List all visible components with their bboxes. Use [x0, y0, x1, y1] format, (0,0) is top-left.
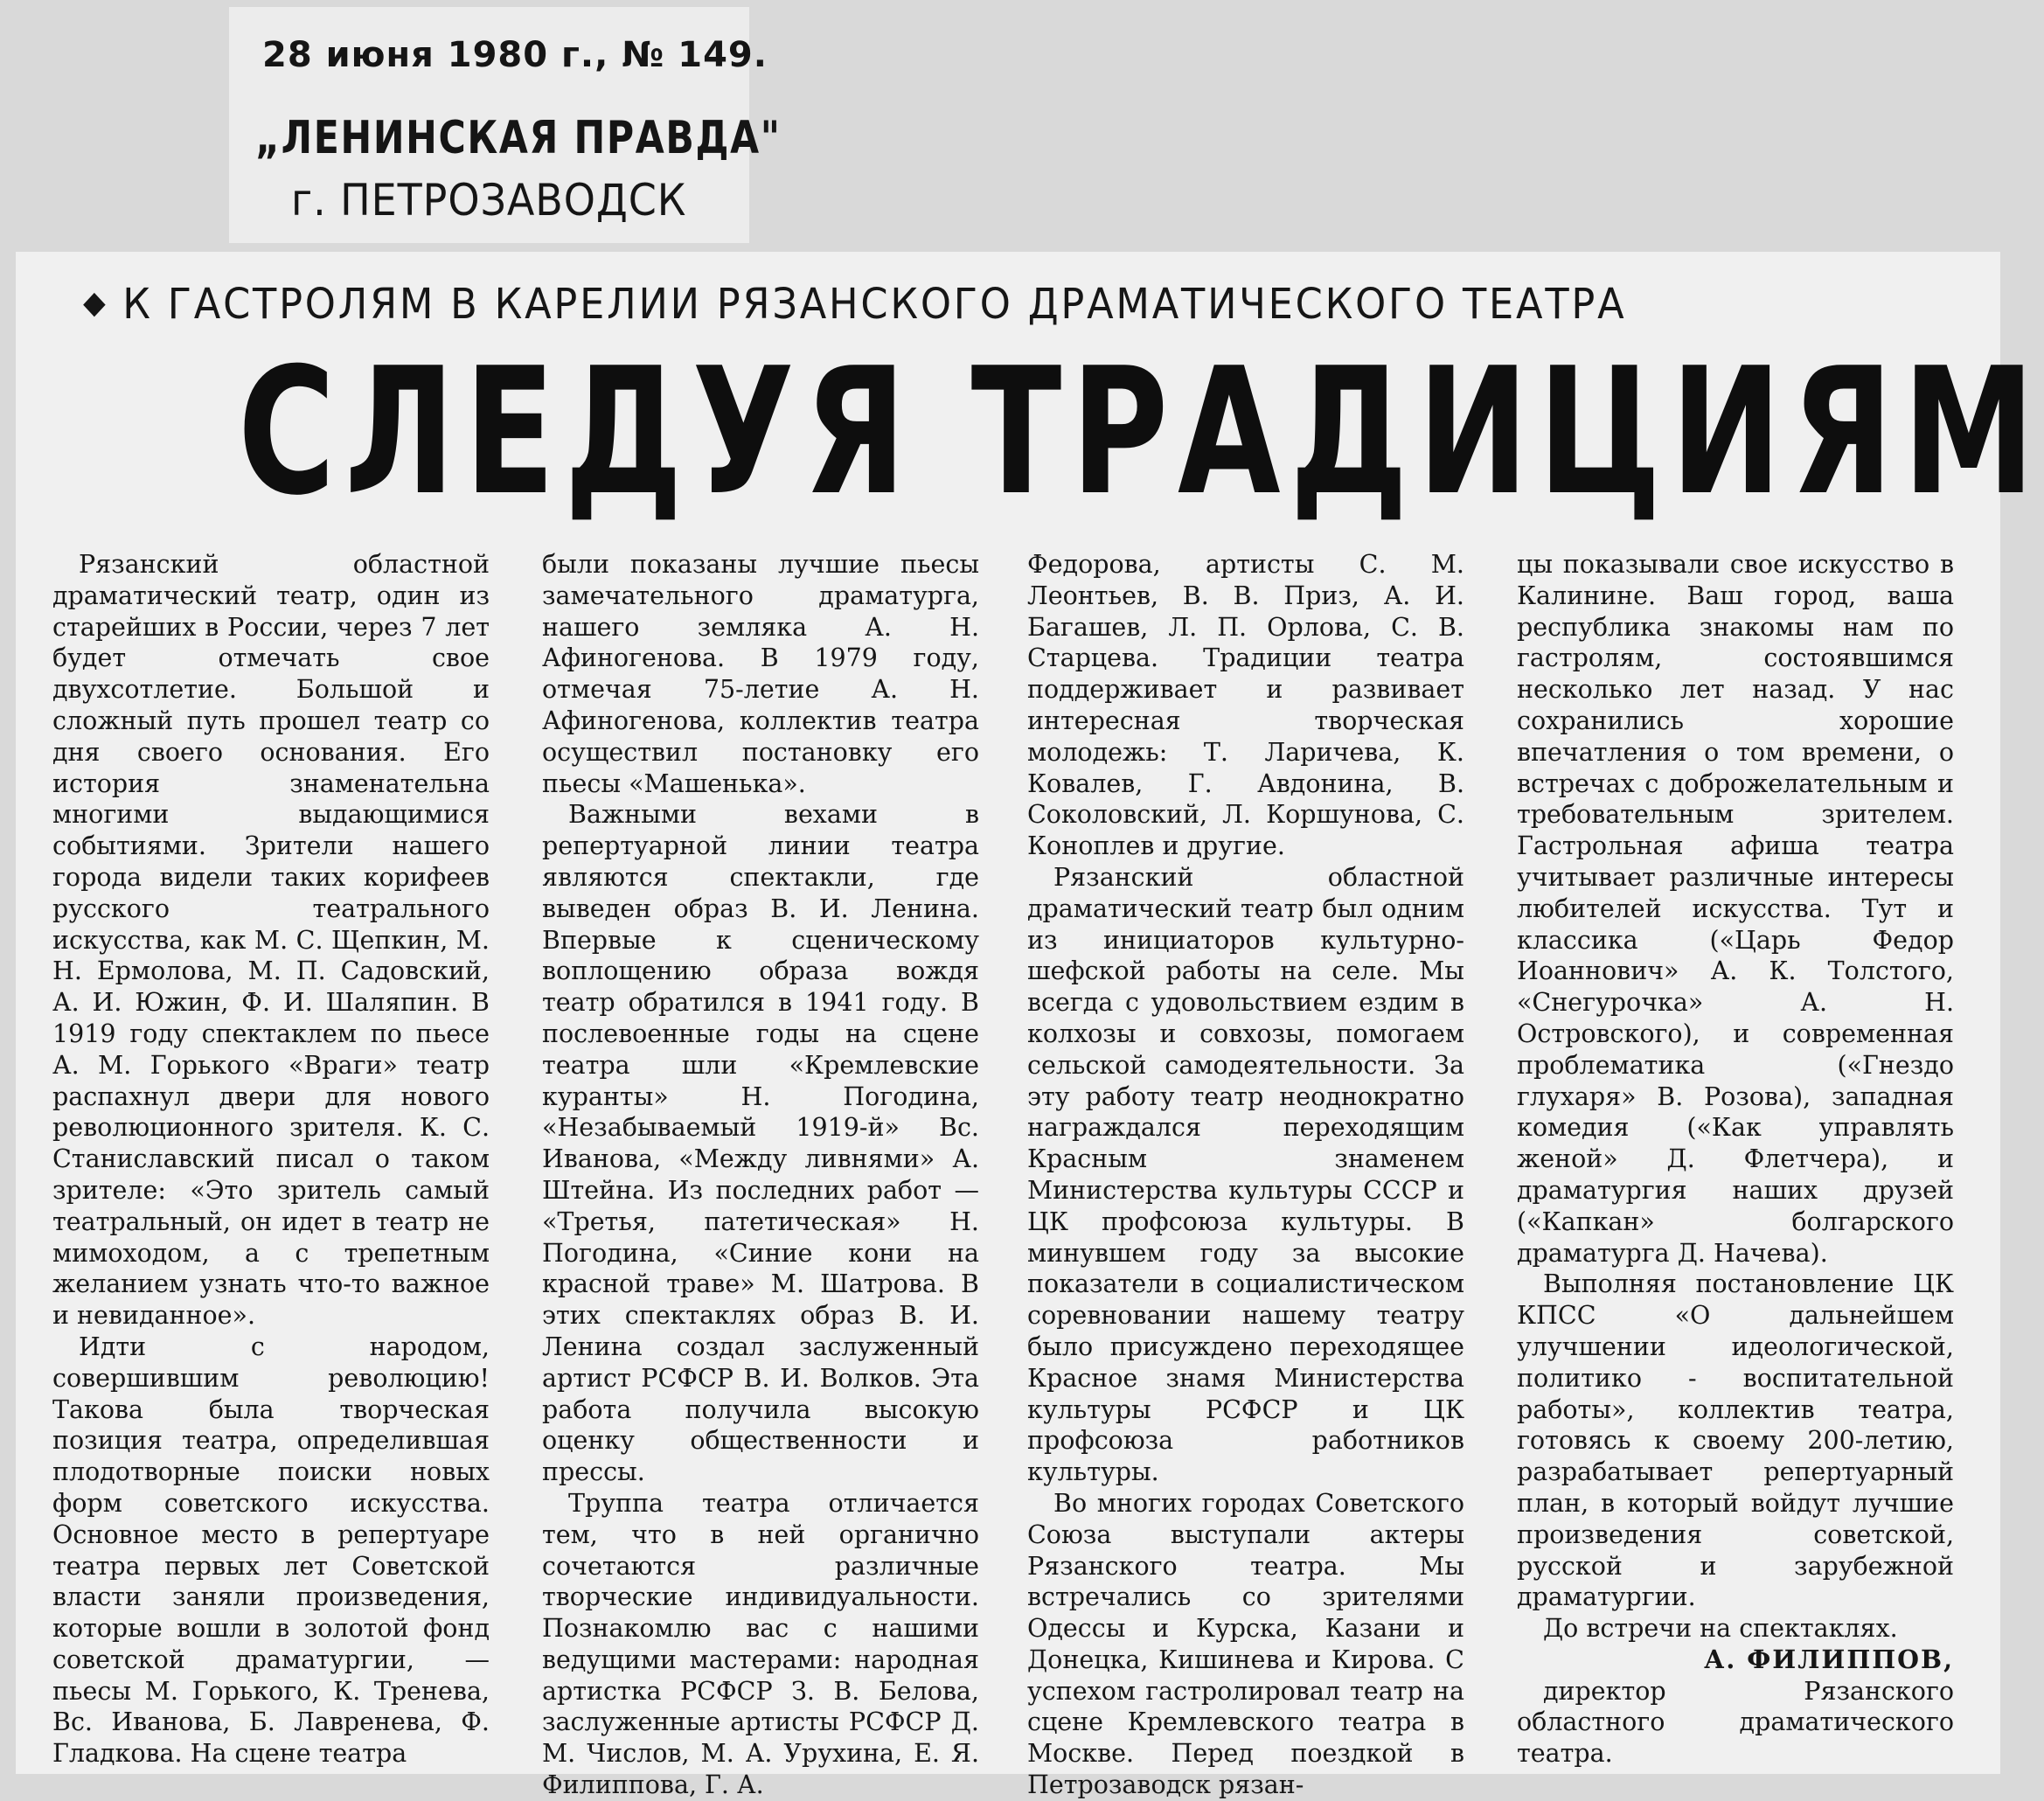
text-column-3	[1027, 549, 1464, 1800]
paragraph-3: Важными вехами в репертуарной линии театра являются спектакли, где выведен образ В. И. Ленина. Впервые к сценическому воплощению образа вождя театр обратился в 1941 году. В послевоенные годы на сцене театра шли «Кремлевские куранты» Н. Погодина, «Незабываемый 1919-й» Вс. Иванова, «Между ливнями» А. Штейна. Из последних работ — «Третья, патетическая» Н. Погодина, «Синие кони на красной траве» М. Шатрова. В этих спектаклях образ В. И. Ленина создал заслуженный артист РСФСР В. И. Волков. Эта работа получила высокую оценку общественности и прессы.	[542, 800, 979, 1487]
article-headline: СЛЕДУЯ ТРАДИЦИЯМ	[238, 330, 2044, 534]
paragraph-7: Выполняя постановление ЦК КПСС «О дальнейшем улучшении идеологической, политико - воспитательной работы», коллектив театра, готовясь к своему 200-летию, разрабатывает репертуарный план, в который войдут лучшие произведения советской, русской и зарубежной драматургии.	[1517, 1269, 1954, 1612]
paragraph-2-part-2: были показаны лучшие пьесы замечательного драматурга, нашего земляка А. Н. Афиногенова. В 1979 году, отмечая 75-летие А. Н. Афиногенова, коллектив театра осуществил постановку его пьесы «Машенька».	[542, 550, 979, 798]
city-stamp: г. ПЕТРОЗАВОДСК	[291, 175, 687, 226]
paragraph-2-part-1: Идти с народом, совершившим революцию! Такова была творческая позиция театра, определившая плодотворные поиски новых форм советского искусства. Основное место в репертуаре театра первых лет Советской власти заняли произведения, которые вошли в золотой фонд советской драматургии, — пьесы М. Горького, К. Тренева, Вс. Иванова, Б. Лавренева, Ф. Гладкова. На сцене театра	[52, 1332, 490, 1769]
paragraph-8: До встречи на спектаклях.	[1543, 1614, 1898, 1644]
diamond-bullet-icon: ◆	[83, 285, 108, 321]
paragraph-5: Рязанский областной драматический театр был одним из инициаторов культурно-шефской работы на селе. Мы всегда с удовольствием ездим в колхозы и совхозы, помогаем сельской самодеятельности. За эту работу театр неоднократно награждался переходящим Красным знаменем Министерства культуры СССР и ЦК профсоюза культуры. В минувшем году за высокие показатели в социалистическом соревновании нашему театру было присуждено переходящее Красное знамя Министерства культуры РСФСР и ЦК профсоюза работников культуры.	[1027, 862, 1464, 1487]
publication-date: 28 июня 1980 г., № 149.	[262, 35, 768, 75]
author-signature: А. ФИЛИППОВ,	[1704, 1644, 1954, 1674]
rubric-line	[83, 280, 1626, 329]
paragraph-6-part-1: Во многих городах Советского Союза выступали актеры Рязанского театра. Мы встречались со зрителями Одессы и Курска, Казани и Донецка, Кишинева и Кирова. С успехом гастролировал театр на сцене Кремлевского театра в Москве. Перед поездкой в Петрозаводск рязан-	[1027, 1488, 1464, 1800]
text-column-4	[1517, 549, 1954, 1769]
author-position: директор Рязанского областного драматического театра.	[1517, 1676, 1954, 1769]
paragraph-4-part-2: Федорова, артисты С. М. Леонтьев, В. В. Приз, А. И. Багашев, Л. П. Орлова, С. В. Старцева. Традиции театра поддерживает и развивает интересная творческая молодежь: Т. Ларичева, К. Ковалев, Г. Авдонина, В. Соколовский, Л. Коршунова, С. Коноплев и другие.	[1027, 550, 1464, 861]
paragraph-4-part-1: Труппа театра отличается тем, что в ней органично сочетаются различные творческие индивидуальности. Познакомлю вас с нашими ведущими мастерами: народная артистка РСФСР З. В. Белова, заслуженные артисты РСФСР Д. М. Числов, М. А. Урухина, Е. Я. Филиппова, Г. А.	[542, 1488, 979, 1800]
newspaper-name-stamp: „ЛЕНИНСКАЯ ПРАВДА"	[255, 112, 782, 164]
text-column-2	[542, 549, 979, 1800]
paragraph-1: Рязанский областной драматический театр, один из старейших в России, через 7 лет будет отмечать свое двухсотлетие. Большой и сложный путь прошел театр со дня своего основания. Его история знаменательна многими выдающимися событиями. Зрители нашего города видели таких корифеев русского театрального искусства, как М. С. Щепкин, М. Н. Ермолова, М. П. Садовский, А. И. Южин, Ф. И. Шаляпин. В 1919 году спектаклем по пьесе А. М. Горького «Враги» театр распахнул двери для нового революционного зрителя. К. С. Станиславский писал о таком зрителе: «Это зритель самый театральный, он идет в театр не мимоходом, а с трепетным желанием узнать что-то важное и невиданное».	[52, 550, 490, 1331]
rubric-text: К ГАСТРОЛЯМ В КАРЕЛИИ РЯЗАНСКОГО ДРАМАТИЧЕСКОГО ТЕАТРА	[122, 280, 1627, 329]
text-column-1	[52, 549, 490, 1769]
paragraph-6-part-2: цы показывали свое искусство в Калинине. Ваш город, ваша республика знакомы нам по гастролям, состоявшимся несколько лет назад. У нас сохранились хорошие впечатления о том времени, о встречах с доброжелательным и требовательным зрителем. Гастрольная афиша театра учитывает различные интересы любителей искусства. Тут и классика («Царь Федор Иоаннович» А. К. Толстого, «Снегурочка» А. Н. Островского), и современная проблематика («Гнездо глухаря» В. Розова), западная комедия («Как управлять женой» Д. Флетчера), и драматургия наших друзей («Капкан» болгарского драматурга Д. Начева).	[1517, 550, 1954, 1268]
